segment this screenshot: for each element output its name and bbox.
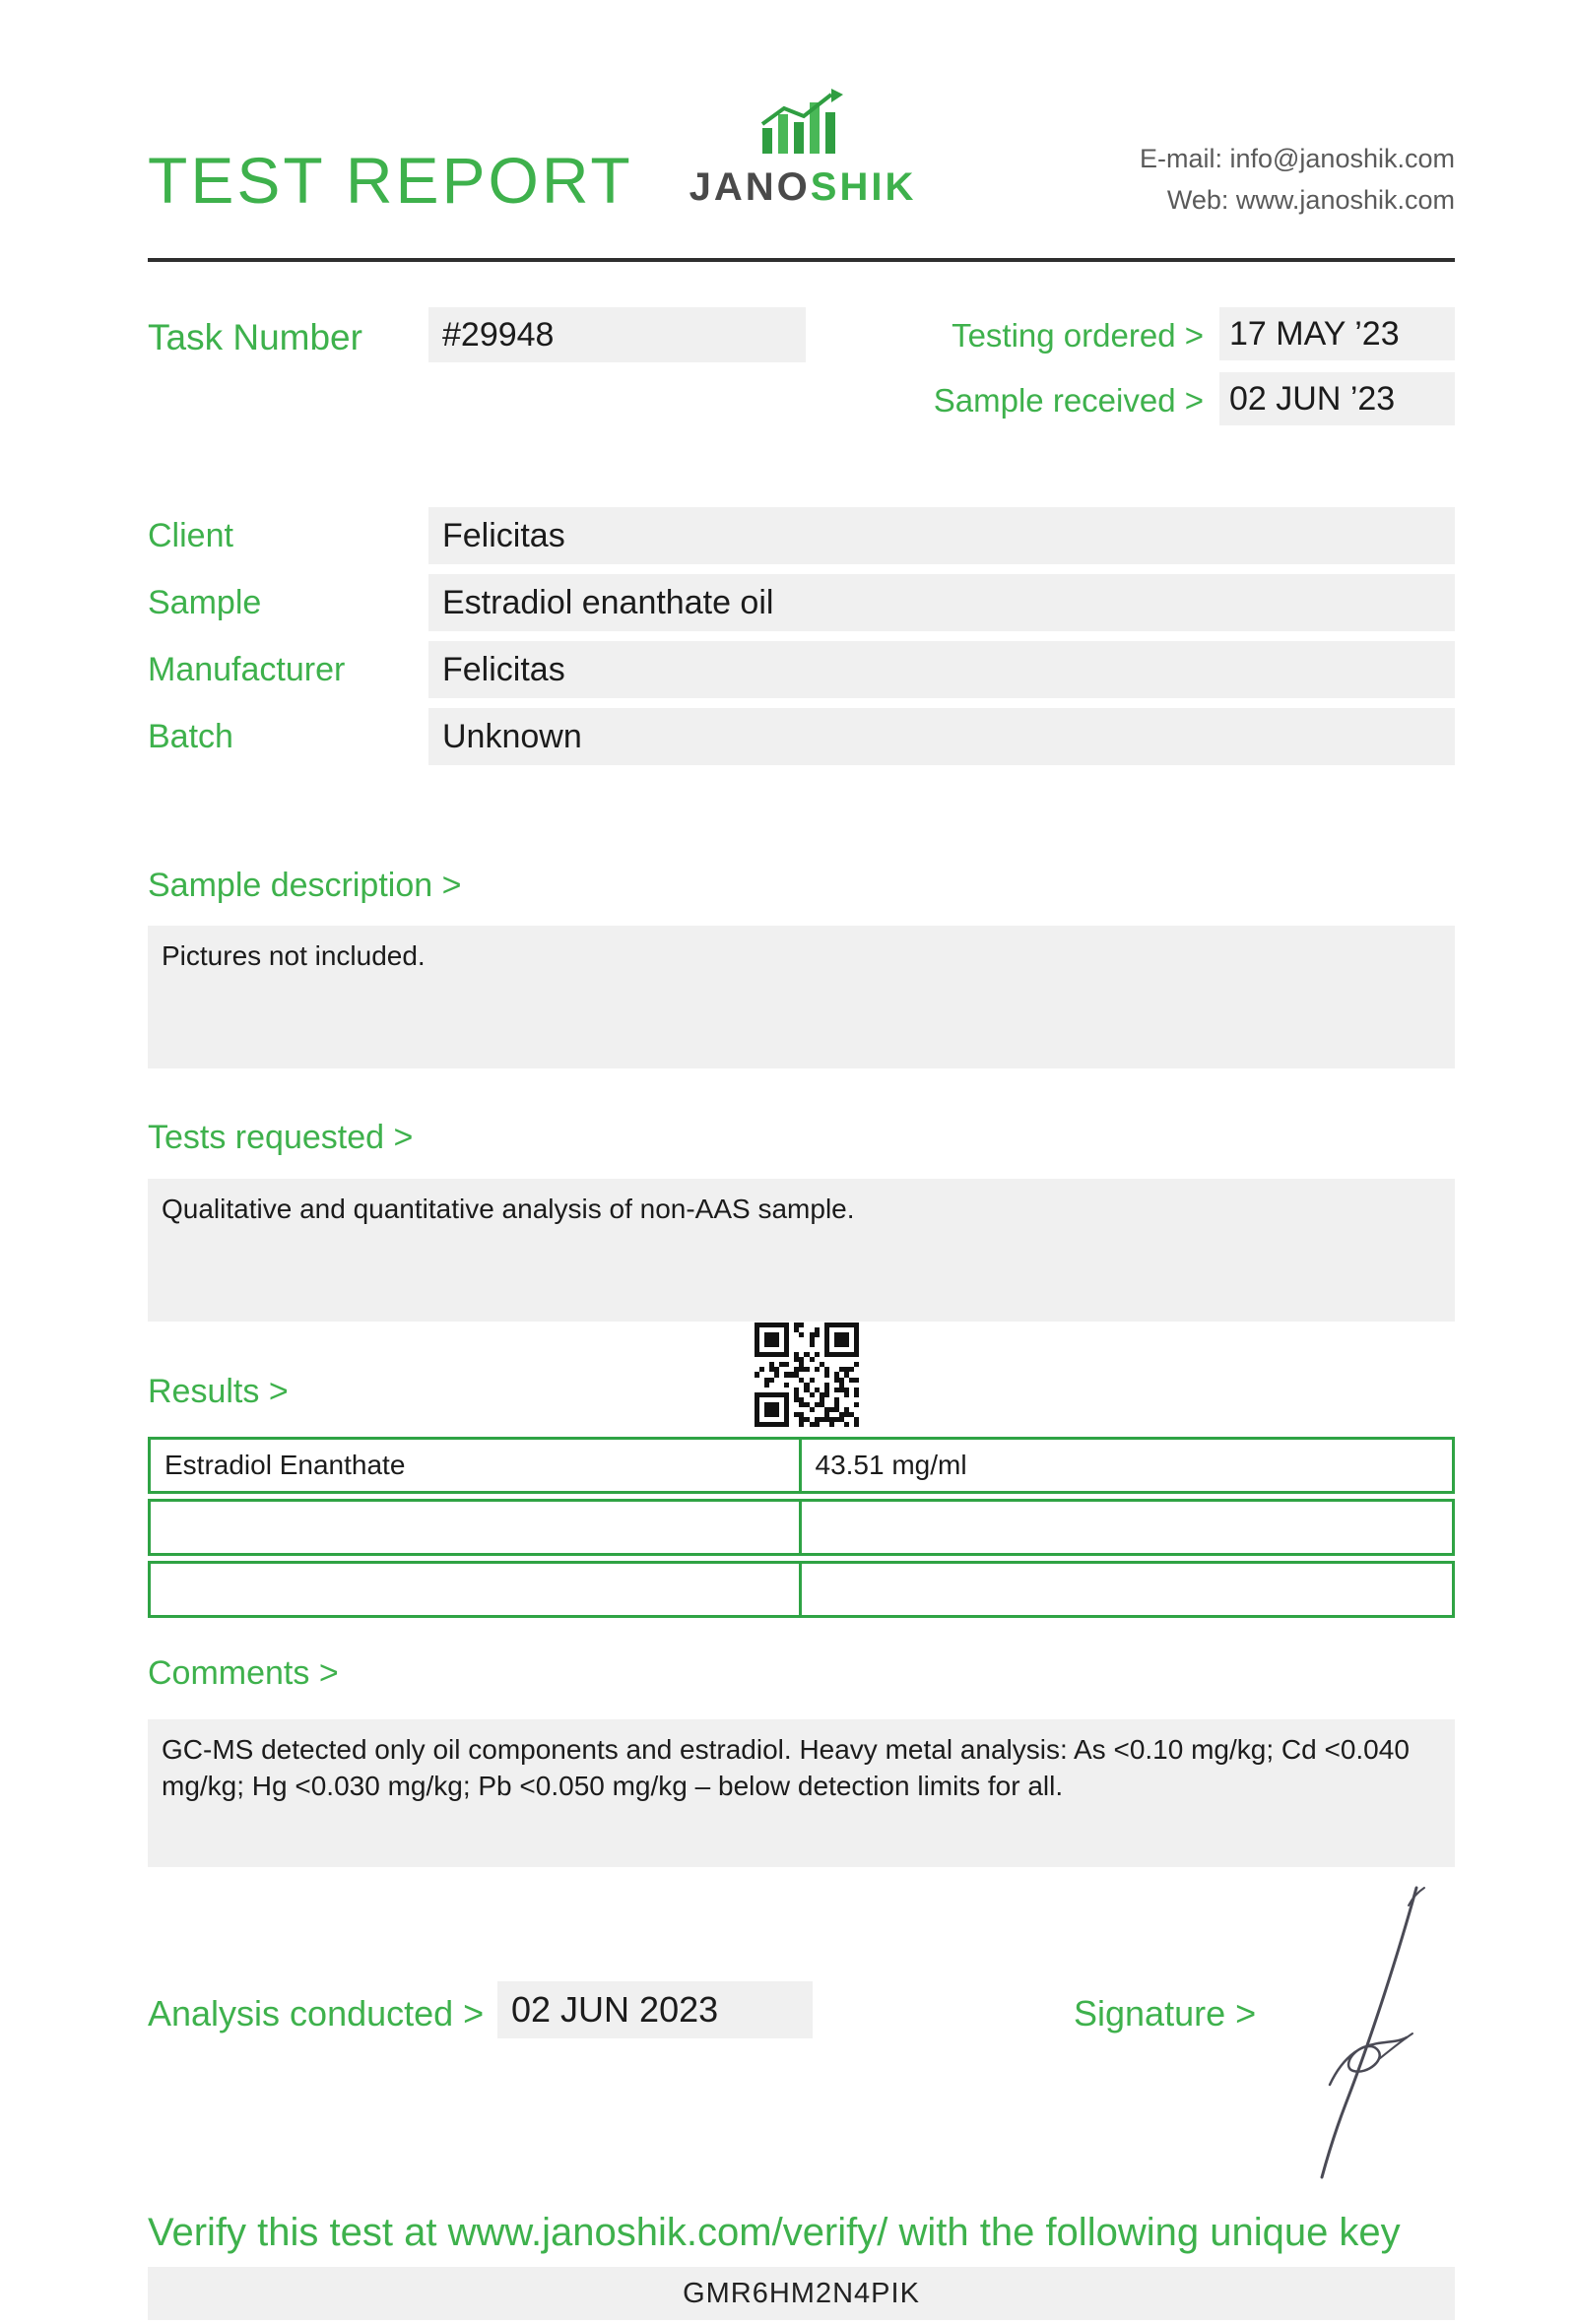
table-row (148, 1561, 1455, 1618)
results-heading: Results > (148, 1373, 289, 1410)
task-number-value: #29948 (428, 307, 806, 362)
detail-row-batch (148, 708, 1455, 765)
qr-code (755, 1323, 859, 1427)
contact-block (1140, 138, 1455, 221)
detail-row-manufacturer (148, 641, 1455, 698)
verify-text: Verify this test at www.janoshik.com/verify/ with the following unique key (148, 2211, 1401, 2254)
logo-text-primary: JANO (689, 165, 811, 209)
page-title: TEST REPORT (148, 144, 633, 217)
logo-wordmark (680, 163, 926, 211)
sample-received-label: Sample received > (933, 382, 1204, 419)
signature-image (1290, 1876, 1448, 2191)
results-table (148, 1437, 1455, 1618)
manufacturer-label: Manufacturer (148, 650, 346, 688)
analysis-conducted-label: Analysis conducted > (148, 1993, 485, 2034)
sample-description-heading: Sample description > (148, 867, 462, 904)
logo-text-accent: SHIK (810, 165, 917, 209)
testing-ordered-label: Testing ordered > (952, 317, 1204, 354)
batch-value: Unknown (428, 708, 1455, 765)
unique-key: GMR6HM2N4PIK (148, 2267, 1455, 2320)
table-row (148, 1437, 1455, 1494)
result-name (151, 1564, 802, 1615)
client-label: Client (148, 516, 233, 554)
sample-label: Sample (148, 583, 262, 621)
result-value (802, 1502, 1453, 1553)
table-row (148, 1499, 1455, 1556)
batch-label: Batch (148, 717, 233, 755)
sample-received-value: 02 JUN ’23 (1219, 372, 1455, 425)
comments-box: GC-MS detected only oil components and estradiol. Heavy metal analysis: As <0.10 mg/kg; Cd <0.040 mg/kg; Hg <0.030 mg/kg; Pb <0.050 mg/kg – below detection limits for all. (148, 1719, 1455, 1867)
result-value: 43.51 mg/ml (815, 1450, 967, 1480)
logo-bars-icon (755, 89, 853, 161)
sample-value: Estradiol enanthate oil (428, 574, 1455, 631)
result-name (151, 1502, 802, 1553)
web-line: Web: www.janoshik.com (1166, 185, 1455, 215)
detail-row-client (148, 507, 1455, 564)
detail-row-sample (148, 574, 1455, 631)
tests-requested-box: Qualitative and quantitative analysis of non-AAS sample. (148, 1179, 1455, 1322)
signature-label: Signature > (1074, 1993, 1257, 2034)
manufacturer-value: Felicitas (428, 641, 1455, 698)
analysis-conducted-value: 02 JUN 2023 (497, 1981, 813, 2038)
client-value: Felicitas (428, 507, 1455, 564)
result-value (802, 1564, 1453, 1615)
tests-requested-heading: Tests requested > (148, 1119, 414, 1156)
sample-description-box: Pictures not included. (148, 926, 1455, 1068)
testing-ordered-value: 17 MAY ’23 (1219, 307, 1455, 360)
detail-rows (148, 507, 1455, 775)
result-name: Estradiol Enanthate (151, 1440, 802, 1491)
email-line: E-mail: info@janoshik.com (1139, 144, 1455, 173)
comments-heading: Comments > (148, 1654, 339, 1692)
header-divider (148, 258, 1455, 262)
task-number-label: Task Number (148, 317, 362, 357)
